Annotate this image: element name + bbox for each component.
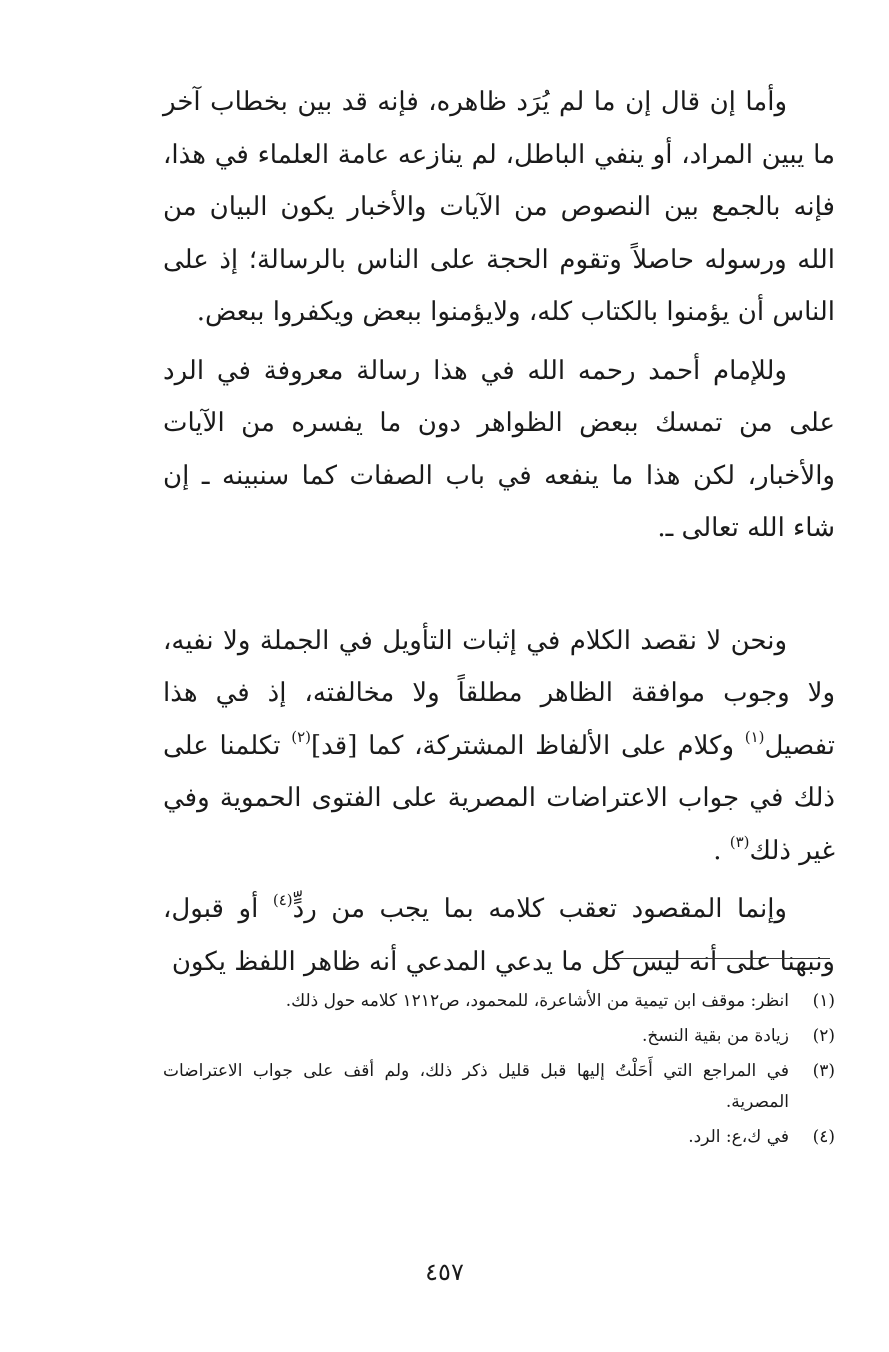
footnote-number: (٢) — [812, 1026, 835, 1046]
footnote-text: في ك،ع: الرد. — [688, 1127, 789, 1147]
paragraph-text: أو قبول، ونبهنا على أنه ليس كل ما يدعي المدعي أنه ظاهر اللفظ يكون — [163, 894, 835, 977]
paragraph — [163, 76, 835, 339]
footnote-reference: (٢) — [291, 727, 312, 746]
footnote-number: (٤) — [812, 1127, 835, 1147]
paragraph — [163, 345, 835, 555]
footnote-item — [163, 1056, 835, 1118]
footnote-text: في المراجع التي أَحَلْتُ إليها قبل قليل ذكر ذلك، ولم أقف على جواب الاعتراضات المصرية. — [163, 1061, 789, 1112]
paragraph-text: وإنما المقصود تعقب كلامه بما يجب من ردٍّ — [292, 894, 787, 924]
paragraph-text: وأما إن قال إن ما لم يُرَد ظاهره، فإنه قد بين بخطاب آخر ما يبين المراد، أو ينفي الباطل، لم ينازعه عامة العلماء في هذا، فإنه بالجمع بين النصوص من الآيات والأخبار يكون البيان من الله ورسوله حاصلاً وتقوم الحجة على الناس بالرسالة؛ إذ على الناس أن يؤمنوا بالكتاب كله، ولايؤمنوا ببعض ويكفروا ببعض. — [163, 87, 835, 327]
footnote-item — [163, 1122, 835, 1153]
paragraph-text: ونحن لا نقصد الكلام في إثبات التأويل في الجملة ولا نفيه، ولا وجوب موافقة الظاهر مطلقاً ولا مخالفته، إذ في هذا تفصيل — [163, 625, 835, 761]
footnote-item — [163, 1021, 835, 1052]
footnote-number: (١) — [812, 991, 835, 1011]
footnote-reference: (١) — [744, 727, 765, 746]
footnote-separator — [608, 958, 830, 959]
paragraph-text: تكلمنا على ذلك في جواب الاعتراضات المصرية على الفتوى الحموية وفي غير ذلك — [163, 730, 835, 866]
footnote-text: انظر: موقف ابن تيمية من الأشاعرة، للمحمود، ص١٢١٢ كلامه حول ذلك. — [285, 991, 789, 1011]
paragraph-text: وللإمام أحمد رحمه الله في هذا رسالة معروفة في الرد على من تمسك ببعض الظواهر دون ما يفسره من الآيات والأخبار، لكن هذا ما ينفعه في باب الصفات كما سنبينه ـ إن شاء الله تعالى ـ. — [163, 355, 835, 543]
main-text-body — [163, 76, 835, 988]
paragraph — [163, 883, 835, 988]
footnote-reference: (٣) — [729, 832, 750, 851]
page-number: ٤٥٧ — [425, 1258, 464, 1286]
footnotes-section — [163, 986, 835, 1157]
footnote-item — [163, 986, 835, 1017]
footnote-number: (٣) — [812, 1061, 835, 1081]
footnote-text: زيادة من بقية النسخ. — [641, 1026, 789, 1046]
paragraph-text: وكلام على الألفاظ المشتركة، كما [قد] — [311, 730, 745, 761]
paragraph-text: . — [713, 835, 730, 866]
paragraph — [163, 615, 835, 878]
footnote-reference: (٤) — [272, 891, 293, 909]
